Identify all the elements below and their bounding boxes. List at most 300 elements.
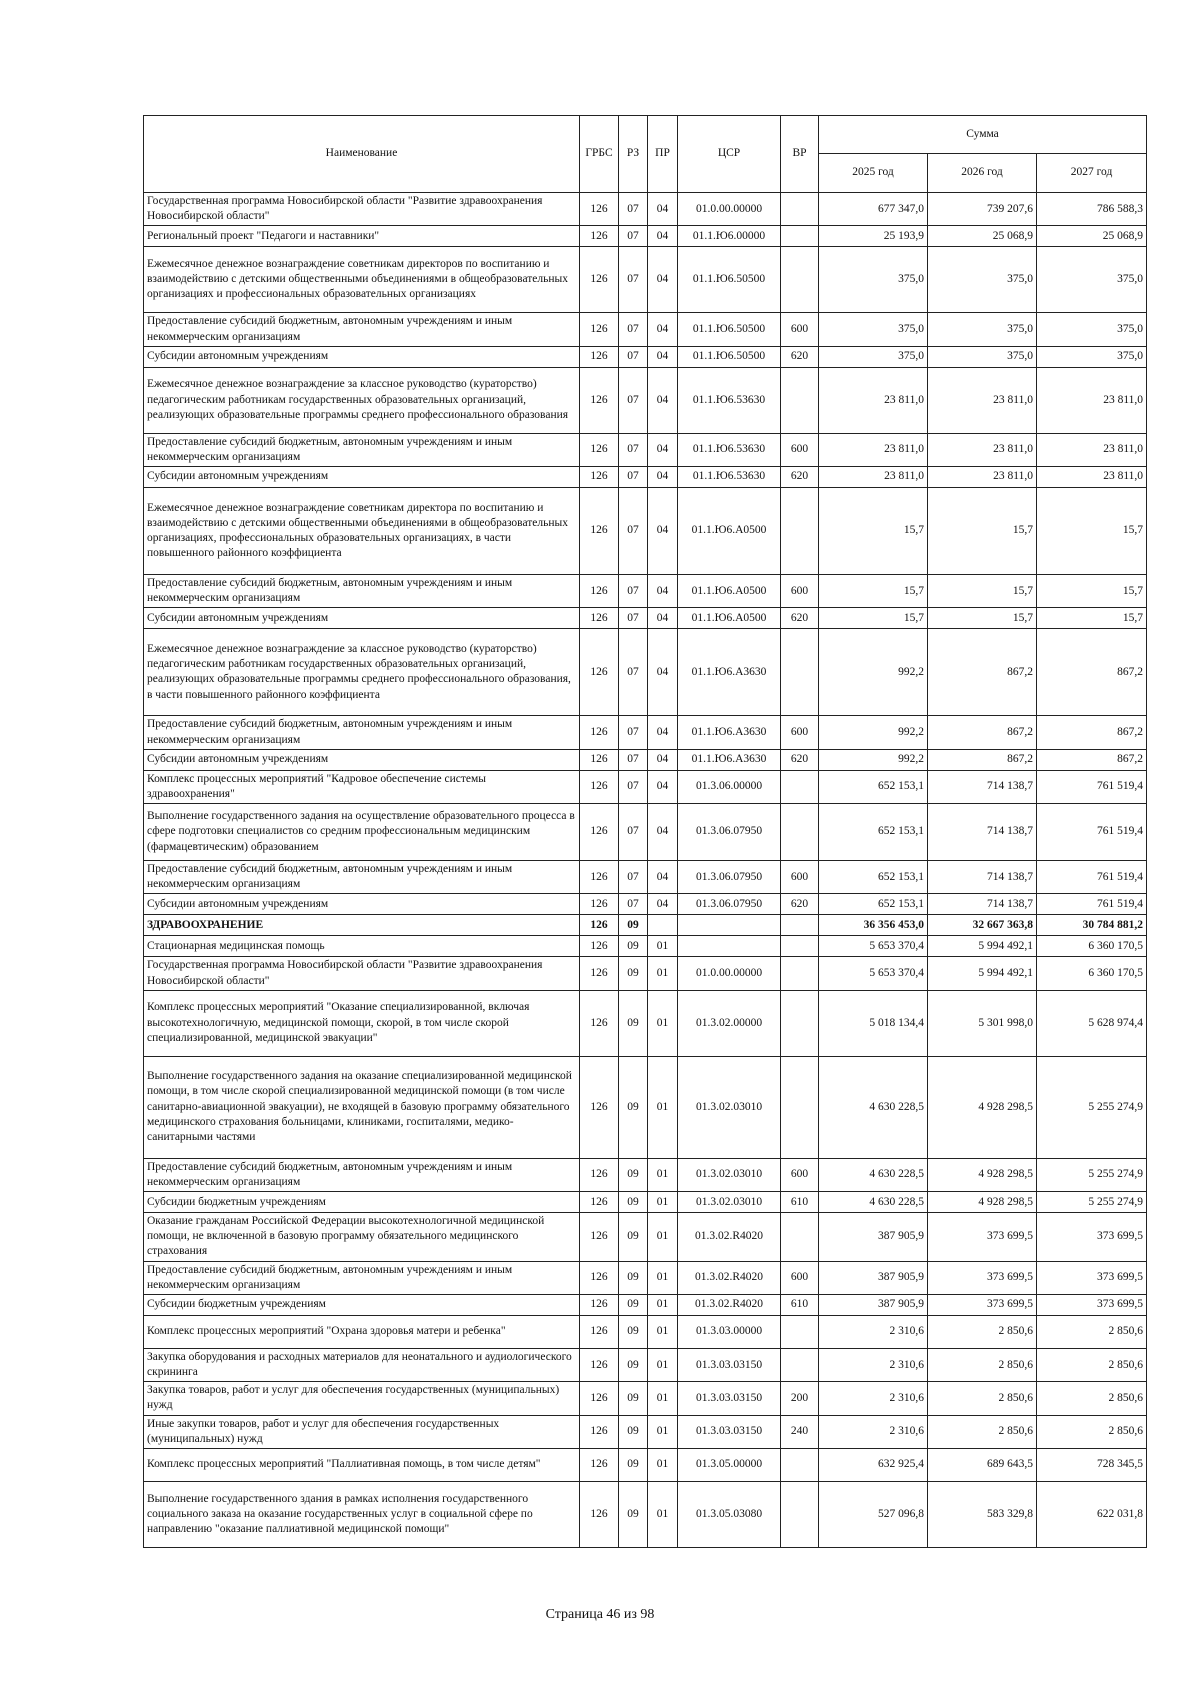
table-cell-csr: 01.3.06.07950 (678, 861, 781, 894)
table-cell-name: Субсидии автономным учреждениям (144, 749, 580, 770)
table-cell-2026: 4 928 298,5 (928, 1158, 1037, 1191)
table-cell-grbs: 126 (580, 957, 619, 990)
table-cell-2025: 375,0 (819, 313, 928, 346)
table-cell-2026: 714 138,7 (928, 894, 1037, 915)
table-cell-2025: 652 153,1 (819, 804, 928, 861)
table-cell-grbs: 126 (580, 1415, 619, 1448)
table-cell-2027: 15,7 (1037, 488, 1147, 575)
table-cell-csr: 01.1.Ю6.50500 (678, 313, 781, 346)
table-cell-csr: 01.3.02.00000 (678, 990, 781, 1056)
table-cell-vr: 600 (781, 433, 819, 466)
table-cell-pr: 04 (648, 193, 678, 226)
table-cell-csr: 01.3.05.03080 (678, 1481, 781, 1547)
table-cell-pr: 01 (648, 1382, 678, 1415)
table-cell-vr (781, 193, 819, 226)
table-cell-name: Предоставление субсидий бюджетным, автономным учреждениям и иным некоммерческим организациям (144, 716, 580, 749)
table-cell-name: Субсидии автономным учреждениям (144, 894, 580, 915)
table-cell-2025: 2 310,6 (819, 1315, 928, 1348)
table-cell-grbs: 126 (580, 804, 619, 861)
table-cell-csr: 01.0.00.00000 (678, 957, 781, 990)
table-cell-name: Закупка товаров, работ и услуг для обеспечения государственных (муниципальных) нужд (144, 1382, 580, 1415)
budget-table (143, 115, 1147, 1548)
table-row (144, 488, 1147, 575)
table-cell-2025: 652 153,1 (819, 861, 928, 894)
table-cell-rz: 07 (619, 226, 648, 247)
header-pr: ПР (648, 116, 678, 193)
table-cell-2025: 15,7 (819, 608, 928, 629)
table-row (144, 608, 1147, 629)
table-cell-rz: 07 (619, 367, 648, 433)
table-row (144, 433, 1147, 466)
table-cell-pr: 04 (648, 467, 678, 488)
table-cell-2025: 2 310,6 (819, 1415, 928, 1448)
table-cell-vr (781, 226, 819, 247)
table-cell-csr: 01.3.06.07950 (678, 894, 781, 915)
table-cell-vr (781, 1056, 819, 1158)
table-cell-grbs: 126 (580, 936, 619, 957)
table-cell-grbs: 126 (580, 770, 619, 803)
table-cell-2026: 739 207,6 (928, 193, 1037, 226)
table-cell-vr (781, 936, 819, 957)
table-row (144, 346, 1147, 367)
header-name: Наименование (144, 116, 580, 193)
table-cell-csr: 01.3.02.03010 (678, 1056, 781, 1158)
table-cell-grbs: 126 (580, 467, 619, 488)
table-cell-grbs: 126 (580, 226, 619, 247)
table-cell-2025: 5 653 370,4 (819, 936, 928, 957)
table-cell-name: Субсидии автономным учреждениям (144, 608, 580, 629)
table-cell-2025: 677 347,0 (819, 193, 928, 226)
table-cell-vr: 620 (781, 749, 819, 770)
table-row (144, 367, 1147, 433)
table-cell-2027: 15,7 (1037, 608, 1147, 629)
table-cell-2027: 761 519,4 (1037, 861, 1147, 894)
table-cell-rz: 09 (619, 936, 648, 957)
table-cell-grbs: 126 (580, 861, 619, 894)
table-cell-2025: 992,2 (819, 749, 928, 770)
table-cell-grbs: 126 (580, 1213, 619, 1262)
table-cell-grbs: 126 (580, 1158, 619, 1191)
table-cell-csr: 01.3.02.03010 (678, 1192, 781, 1213)
table-cell-vr: 600 (781, 1261, 819, 1294)
table-cell-rz: 07 (619, 467, 648, 488)
table-cell-csr (678, 915, 781, 936)
table-cell-csr (678, 936, 781, 957)
header-rz: РЗ (619, 116, 648, 193)
table-cell-pr: 04 (648, 346, 678, 367)
table-cell-2026: 5 994 492,1 (928, 936, 1037, 957)
table-cell-2026: 373 699,5 (928, 1261, 1037, 1294)
table-cell-grbs: 126 (580, 1192, 619, 1213)
table-cell-csr: 01.3.03.03150 (678, 1382, 781, 1415)
table-cell-vr: 200 (781, 1382, 819, 1415)
table-cell-2027: 373 699,5 (1037, 1294, 1147, 1315)
table-cell-vr: 600 (781, 575, 819, 608)
table-cell-2025: 4 630 228,5 (819, 1158, 928, 1191)
table-row (144, 226, 1147, 247)
table-cell-rz: 09 (619, 1382, 648, 1415)
table-cell-grbs: 126 (580, 608, 619, 629)
table-row (144, 629, 1147, 716)
table-cell-name: Государственная программа Новосибирской области "Развитие здравоохранения Новосибирской области" (144, 957, 580, 990)
table-cell-rz: 07 (619, 804, 648, 861)
table-cell-csr: 01.3.03.00000 (678, 1315, 781, 1348)
table-cell-2025: 23 811,0 (819, 367, 928, 433)
table-body (144, 193, 1147, 1548)
table-cell-grbs: 126 (580, 990, 619, 1056)
header-csr: ЦСР (678, 116, 781, 193)
table-cell-grbs: 126 (580, 313, 619, 346)
table-row (144, 1294, 1147, 1315)
table-cell-pr: 01 (648, 1415, 678, 1448)
table-cell-name: Субсидии автономным учреждениям (144, 467, 580, 488)
table-cell-pr: 04 (648, 608, 678, 629)
table-cell-csr: 01.1.Ю6.А0500 (678, 608, 781, 629)
table-cell-name: Закупка оборудования и расходных материалов для неонатального и аудиологического скрининга (144, 1348, 580, 1381)
table-cell-grbs: 126 (580, 575, 619, 608)
table-cell-name: Иные закупки товаров, работ и услуг для обеспечения государственных (муниципальных) нужд (144, 1415, 580, 1448)
table-cell-rz: 07 (619, 433, 648, 466)
table-cell-2025: 652 153,1 (819, 894, 928, 915)
table-cell-pr: 04 (648, 313, 678, 346)
table-row (144, 575, 1147, 608)
table-cell-2026: 714 138,7 (928, 861, 1037, 894)
table-row (144, 957, 1147, 990)
table-cell-2026: 373 699,5 (928, 1213, 1037, 1262)
table-cell-2027: 373 699,5 (1037, 1261, 1147, 1294)
table-cell-name: Выполнение государственного задания на оказание специализированной медицинской помощи, в том числе скорой специализированной медицинской помощи (в том числе санитарно-авиационной эвакуации), не входящей в базовую программу обязательного медицинского страхования больницами, клиниками, госпиталями, медико-санитарными частями (144, 1056, 580, 1158)
table-cell-2026: 5 301 998,0 (928, 990, 1037, 1056)
table-cell-pr: 01 (648, 1056, 678, 1158)
table-cell-csr: 01.1.Ю6.А0500 (678, 488, 781, 575)
table-cell-2027: 375,0 (1037, 346, 1147, 367)
table-row (144, 1315, 1147, 1348)
table-cell-2027: 622 031,8 (1037, 1481, 1147, 1547)
table-cell-pr: 04 (648, 433, 678, 466)
table-cell-2027: 867,2 (1037, 749, 1147, 770)
table-cell-grbs: 126 (580, 1294, 619, 1315)
table-cell-name: Предоставление субсидий бюджетным, автономным учреждениям и иным некоммерческим организациям (144, 1261, 580, 1294)
table-cell-csr: 01.3.03.03150 (678, 1348, 781, 1381)
table-row (144, 193, 1147, 226)
table-cell-name: Предоставление субсидий бюджетным, автономным учреждениям и иным некоммерческим организациям (144, 433, 580, 466)
table-cell-rz: 09 (619, 1315, 648, 1348)
table-cell-2026: 23 811,0 (928, 367, 1037, 433)
table-cell-vr: 600 (781, 313, 819, 346)
table-cell-csr: 01.3.05.00000 (678, 1448, 781, 1481)
table-cell-csr: 01.1.Ю6.50500 (678, 247, 781, 313)
table-cell-pr: 01 (648, 1481, 678, 1547)
table-cell-2026: 23 811,0 (928, 433, 1037, 466)
table-cell-name: Выполнение государственного здания в рамках исполнения государственного социального заказа на оказание государственных услуг в социальной сфере по направлению "оказание паллиативной медицинской помощи" (144, 1481, 580, 1547)
table-cell-2026: 15,7 (928, 488, 1037, 575)
table-cell-name: Ежемесячное денежное вознаграждение советникам директоров по воспитанию и взаимодействию с детскими общественными объединениями в общеобразовательных организациях и профессиональных образовательных организациях (144, 247, 580, 313)
table-cell-rz: 09 (619, 1261, 648, 1294)
table-cell-2027: 761 519,4 (1037, 770, 1147, 803)
table-cell-2026: 15,7 (928, 608, 1037, 629)
table-row (144, 1261, 1147, 1294)
table-cell-rz: 09 (619, 1158, 648, 1191)
table-cell-name: Субсидии бюджетным учреждениям (144, 1192, 580, 1213)
table-cell-vr (781, 629, 819, 716)
table-cell-name: Комплекс процессных мероприятий "Оказание специализированной, включая высокотехнологичную, медицинской помощи, скорой, в том числе скорой специализированной, медицинской эвакуации" (144, 990, 580, 1056)
table-cell-grbs: 126 (580, 488, 619, 575)
table-cell-vr (781, 1448, 819, 1481)
table-cell-pr: 01 (648, 1348, 678, 1381)
table-cell-name: Предоставление субсидий бюджетным, автономным учреждениям и иным некоммерческим организациям (144, 861, 580, 894)
table-cell-vr: 620 (781, 608, 819, 629)
table-cell-vr (781, 770, 819, 803)
table-cell-pr: 04 (648, 575, 678, 608)
table-cell-2025: 375,0 (819, 247, 928, 313)
table-cell-vr (781, 1348, 819, 1381)
table-cell-csr: 01.3.02.03010 (678, 1158, 781, 1191)
table-cell-grbs: 126 (580, 193, 619, 226)
table-cell-name: Комплекс процессных мероприятий "Паллиативная помощь, в том числе детям" (144, 1448, 580, 1481)
table-cell-vr: 610 (781, 1192, 819, 1213)
table-cell-rz: 07 (619, 247, 648, 313)
table-cell-vr (781, 804, 819, 861)
table-cell-2027: 375,0 (1037, 313, 1147, 346)
table-cell-2026: 2 850,6 (928, 1415, 1037, 1448)
table-cell-grbs: 126 (580, 894, 619, 915)
table-cell-name: Субсидии бюджетным учреждениям (144, 1294, 580, 1315)
table-cell-rz: 09 (619, 1415, 648, 1448)
table-cell-2025: 5 653 370,4 (819, 957, 928, 990)
table-cell-vr (781, 1315, 819, 1348)
table-cell-vr (781, 990, 819, 1056)
table-cell-rz: 09 (619, 990, 648, 1056)
table-cell-2025: 2 310,6 (819, 1382, 928, 1415)
table-cell-2026: 689 643,5 (928, 1448, 1037, 1481)
table-cell-2025: 4 630 228,5 (819, 1056, 928, 1158)
table-cell-pr: 01 (648, 957, 678, 990)
table-cell-2027: 23 811,0 (1037, 433, 1147, 466)
table-cell-pr: 04 (648, 770, 678, 803)
table-cell-rz: 07 (619, 716, 648, 749)
table-cell-2027: 786 588,3 (1037, 193, 1147, 226)
table-cell-name: Субсидии автономным учреждениям (144, 346, 580, 367)
table-cell-pr: 04 (648, 804, 678, 861)
table-cell-csr: 01.1.Ю6.А0500 (678, 575, 781, 608)
table-cell-csr: 01.1.Ю6.А3630 (678, 629, 781, 716)
table-cell-2025: 992,2 (819, 716, 928, 749)
table-row (144, 1382, 1147, 1415)
table-cell-2025: 652 153,1 (819, 770, 928, 803)
table-cell-2025: 387 905,9 (819, 1213, 928, 1262)
table-cell-2025: 387 905,9 (819, 1261, 928, 1294)
table-cell-2026: 867,2 (928, 716, 1037, 749)
table-cell-grbs: 126 (580, 1315, 619, 1348)
table-row (144, 861, 1147, 894)
table-cell-grbs: 126 (580, 1481, 619, 1547)
table-cell-rz: 07 (619, 770, 648, 803)
table-cell-csr: 01.1.Ю6.А3630 (678, 716, 781, 749)
table-cell-2026: 867,2 (928, 749, 1037, 770)
table-cell-rz: 09 (619, 1213, 648, 1262)
table-cell-pr: 04 (648, 861, 678, 894)
table-cell-2027: 728 345,5 (1037, 1448, 1147, 1481)
table-cell-2027: 25 068,9 (1037, 226, 1147, 247)
table-cell-2026: 375,0 (928, 313, 1037, 346)
table-cell-grbs: 126 (580, 433, 619, 466)
table-cell-2025: 15,7 (819, 575, 928, 608)
table-cell-name: Оказание гражданам Российской Федерации высокотехнологичной медицинской помощи, не включенной в базовую программу обязательного медицинского страхования (144, 1213, 580, 1262)
table-cell-vr (781, 1481, 819, 1547)
table-cell-csr: 01.1.Ю6.53630 (678, 433, 781, 466)
table-cell-pr: 01 (648, 1192, 678, 1213)
table-cell-vr: 600 (781, 1158, 819, 1191)
table-cell-2027: 23 811,0 (1037, 467, 1147, 488)
table-cell-2027: 761 519,4 (1037, 894, 1147, 915)
table-cell-2026: 714 138,7 (928, 804, 1037, 861)
table-row (144, 1348, 1147, 1381)
table-cell-vr: 620 (781, 346, 819, 367)
table-cell-vr: 600 (781, 861, 819, 894)
table-row (144, 247, 1147, 313)
table-cell-rz: 09 (619, 1294, 648, 1315)
table-cell-2025: 527 096,8 (819, 1481, 928, 1547)
table-cell-rz: 09 (619, 957, 648, 990)
table-cell-pr: 04 (648, 749, 678, 770)
table-row (144, 936, 1147, 957)
table-cell-name: Стационарная медицинская помощь (144, 936, 580, 957)
table-cell-2026: 583 329,8 (928, 1481, 1037, 1547)
table-cell-grbs: 126 (580, 367, 619, 433)
table-cell-pr: 01 (648, 990, 678, 1056)
table-cell-2027: 6 360 170,5 (1037, 936, 1147, 957)
table-cell-name: Ежемесячное денежное вознаграждение за классное руководство (кураторство) педагогическим работникам государственных образовательных организаций, реализующих образовательные программы среднего профессионального образования, в части повышенного районного коэффициента (144, 629, 580, 716)
table-cell-grbs: 126 (580, 1261, 619, 1294)
table-cell-2026: 2 850,6 (928, 1315, 1037, 1348)
table-cell-2027: 2 850,6 (1037, 1348, 1147, 1381)
table-cell-grbs: 126 (580, 749, 619, 770)
table-cell-2026: 2 850,6 (928, 1348, 1037, 1381)
table-cell-pr: 01 (648, 936, 678, 957)
table-cell-2027: 6 360 170,5 (1037, 957, 1147, 990)
table-cell-rz: 09 (619, 1056, 648, 1158)
table-cell-2027: 5 255 274,9 (1037, 1192, 1147, 1213)
table-cell-2026: 714 138,7 (928, 770, 1037, 803)
table-cell-2026: 15,7 (928, 575, 1037, 608)
table-cell-name: Предоставление субсидий бюджетным, автономным учреждениям и иным некоммерческим организациям (144, 1158, 580, 1191)
table-row (144, 1158, 1147, 1191)
table-cell-pr: 04 (648, 894, 678, 915)
table-cell-vr (781, 1213, 819, 1262)
table-cell-2027: 2 850,6 (1037, 1382, 1147, 1415)
table-cell-2027: 15,7 (1037, 575, 1147, 608)
table-cell-2027: 5 255 274,9 (1037, 1056, 1147, 1158)
table-cell-2027: 2 850,6 (1037, 1415, 1147, 1448)
table-row (144, 1213, 1147, 1262)
table-cell-pr: 04 (648, 716, 678, 749)
table-cell-2027: 23 811,0 (1037, 367, 1147, 433)
table-cell-grbs: 126 (580, 247, 619, 313)
table-cell-name: Комплекс процессных мероприятий "Охрана здоровья матери и ребенка" (144, 1315, 580, 1348)
table-cell-2027: 761 519,4 (1037, 804, 1147, 861)
table-cell-2025: 25 193,9 (819, 226, 928, 247)
table-cell-2026: 373 699,5 (928, 1294, 1037, 1315)
table-cell-rz: 07 (619, 629, 648, 716)
table-row (144, 894, 1147, 915)
table-row (144, 1056, 1147, 1158)
table-cell-rz: 09 (619, 1348, 648, 1381)
table-cell-2026: 23 811,0 (928, 467, 1037, 488)
table-cell-csr: 01.1.Ю6.50500 (678, 346, 781, 367)
table-cell-grbs: 126 (580, 629, 619, 716)
table-cell-2027: 867,2 (1037, 716, 1147, 749)
table-cell-grbs: 126 (580, 346, 619, 367)
table-cell-rz: 07 (619, 313, 648, 346)
table-header (144, 116, 1147, 193)
header-year-2025: 2025 год (819, 154, 928, 193)
header-vr: ВР (781, 116, 819, 193)
table-row (144, 804, 1147, 861)
table-row (144, 749, 1147, 770)
table-cell-name: ЗДРАВООХРАНЕНИЕ (144, 915, 580, 936)
table-cell-csr: 01.1.Ю6.53630 (678, 467, 781, 488)
table-cell-2027: 5 628 974,4 (1037, 990, 1147, 1056)
table-cell-rz: 09 (619, 1448, 648, 1481)
page-number: Страница 46 из 98 (545, 1607, 655, 1622)
table-cell-2026: 4 928 298,5 (928, 1192, 1037, 1213)
table-row (144, 1415, 1147, 1448)
table-row (144, 990, 1147, 1056)
table-cell-rz: 07 (619, 193, 648, 226)
table-cell-2027: 30 784 881,2 (1037, 915, 1147, 936)
table-cell-rz: 09 (619, 1481, 648, 1547)
table-row (144, 770, 1147, 803)
table-cell-pr: 04 (648, 367, 678, 433)
table-cell-2027: 5 255 274,9 (1037, 1158, 1147, 1191)
table-cell-pr: 01 (648, 1448, 678, 1481)
table-cell-vr (781, 957, 819, 990)
table-cell-vr: 620 (781, 467, 819, 488)
table-cell-csr: 01.0.00.00000 (678, 193, 781, 226)
table-cell-grbs: 126 (580, 1348, 619, 1381)
header-sum: Сумма (819, 116, 1147, 154)
table-cell-2025: 387 905,9 (819, 1294, 928, 1315)
table-cell-2025: 4 630 228,5 (819, 1192, 928, 1213)
table-cell-2025: 15,7 (819, 488, 928, 575)
table-row (144, 1192, 1147, 1213)
table-cell-2026: 4 928 298,5 (928, 1056, 1037, 1158)
table-cell-2026: 867,2 (928, 629, 1037, 716)
table-row (144, 1448, 1147, 1481)
table-cell-csr: 01.3.06.07950 (678, 804, 781, 861)
table-cell-2025: 992,2 (819, 629, 928, 716)
table-cell-rz: 07 (619, 749, 648, 770)
table-cell-2026: 2 850,6 (928, 1382, 1037, 1415)
table-cell-rz: 07 (619, 575, 648, 608)
table-cell-2026: 5 994 492,1 (928, 957, 1037, 990)
table-cell-name: Выполнение государственного задания на осуществление образовательного процесса в сфере подготовки специалистов со средним профессиональным медицинским (фармацевтическим) образованием (144, 804, 580, 861)
table-cell-rz: 07 (619, 894, 648, 915)
table-cell-vr: 600 (781, 716, 819, 749)
table-cell-name: Региональный проект "Педагоги и наставники" (144, 226, 580, 247)
table-cell-name: Предоставление субсидий бюджетным, автономным учреждениям и иным некоммерческим организациям (144, 575, 580, 608)
table-cell-name: Ежемесячное денежное вознаграждение советникам директора по воспитанию и взаимодействию с детскими общественными объединениями в общеобразовательных организациях, профессиональных образовательных организациях, в части повышенного районного коэффициента (144, 488, 580, 575)
table-cell-2025: 36 356 453,0 (819, 915, 928, 936)
header-year-2027: 2027 год (1037, 154, 1147, 193)
table-cell-name: Ежемесячное денежное вознаграждение за классное руководство (кураторство) педагогическим работникам государственных образовательных организаций, реализующих образовательные программы среднего профессионального образования (144, 367, 580, 433)
table-cell-2026: 375,0 (928, 346, 1037, 367)
table-cell-vr: 620 (781, 894, 819, 915)
table-cell-name: Предоставление субсидий бюджетным, автономным учреждениям и иным некоммерческим организациям (144, 313, 580, 346)
table-cell-csr: 01.3.02.R4020 (678, 1294, 781, 1315)
table-cell-csr: 01.1.Ю6.53630 (678, 367, 781, 433)
table-cell-vr (781, 915, 819, 936)
